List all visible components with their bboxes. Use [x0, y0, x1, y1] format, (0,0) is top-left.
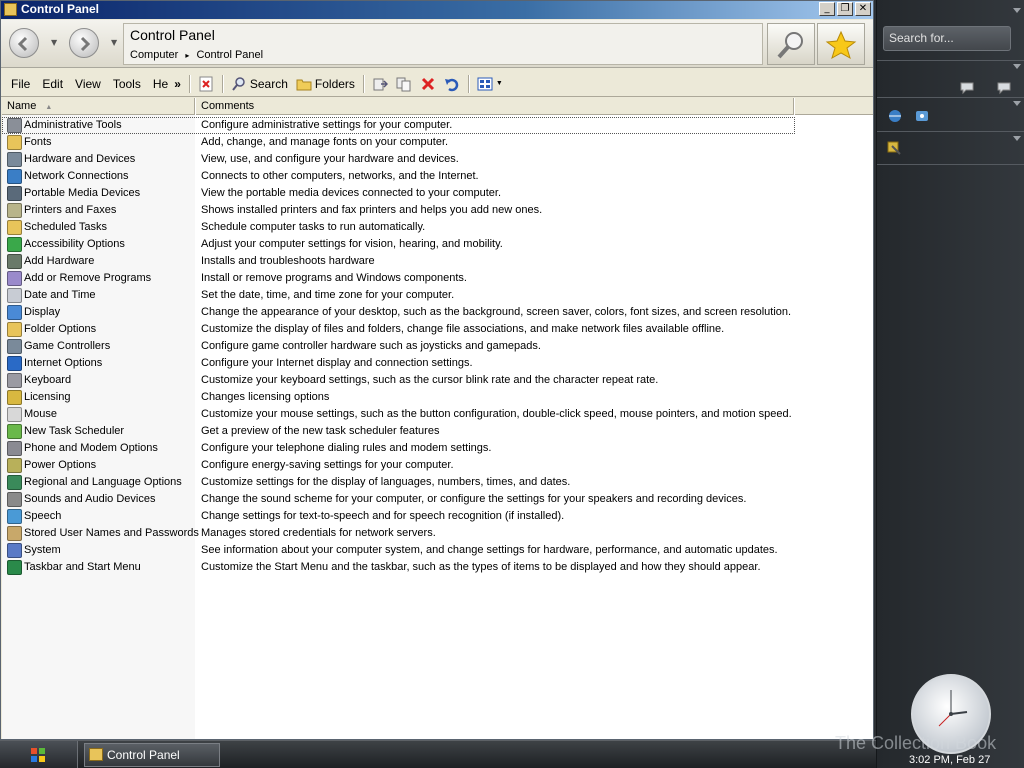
address-heading: Control Panel — [130, 27, 215, 43]
taskbar-item-label: Control Panel — [107, 748, 180, 762]
views-dropdown-icon: ▼ — [495, 80, 503, 87]
views-grid-icon — [477, 76, 493, 92]
views-button[interactable] — [473, 73, 507, 95]
window-title: Control Panel — [21, 2, 100, 16]
undo-button[interactable] — [440, 73, 464, 95]
address-bar[interactable] — [123, 23, 763, 65]
sidebar-divider — [877, 131, 1024, 132]
item-comment: Configure your Internet display and connection settings. — [201, 357, 473, 369]
list-item[interactable] — [2, 117, 795, 134]
item-comment: Manages stored credentials for network servers. — [201, 527, 436, 539]
list-item[interactable] — [2, 491, 873, 508]
item-name: Scheduled Tasks — [24, 221, 107, 233]
menu-overflow-chevron[interactable]: » — [174, 76, 181, 91]
sidebar-panel-menu-icon[interactable] — [1013, 136, 1021, 141]
column-header-comments-label: Comments — [201, 100, 255, 112]
windows-flag-icon — [30, 747, 46, 763]
item-comment: Install or remove programs and Windows components. — [201, 272, 467, 284]
list-item[interactable] — [2, 134, 873, 151]
item-name: Keyboard — [24, 374, 72, 386]
sidebar-panel-menu-icon[interactable] — [1013, 8, 1021, 13]
list-item[interactable] — [2, 202, 873, 219]
taskbar-item-control-panel[interactable] — [84, 743, 220, 767]
item-name: Printers and Faxes — [24, 204, 117, 216]
menu-help-label: He — [152, 76, 169, 91]
navigation-bar — [1, 20, 873, 68]
item-comment: Customize settings for the display of languages, numbers, times, and dates. — [201, 476, 571, 488]
move-to-button[interactable] — [368, 73, 392, 95]
item-comment: Change the sound scheme for your computer, or configure the settings for your speakers and recording devices. — [201, 493, 747, 505]
credentials-icon — [7, 526, 22, 541]
printer-icon — [7, 203, 22, 218]
item-comment: Add, change, and manage fonts on your computer. — [201, 136, 449, 148]
sounds-icon — [7, 492, 22, 507]
chat-bubble-icon[interactable] — [959, 80, 975, 96]
copy-to-icon — [396, 76, 412, 92]
list-item[interactable] — [2, 253, 873, 270]
item-comment: View, use, and configure your hardware and devices. — [201, 153, 459, 165]
item-comment: Connects to other computers, networks, and the Internet. — [201, 170, 479, 182]
item-comment: Shows installed printers and fax printers and helps you add new ones. — [201, 204, 543, 216]
item-name: Portable Media Devices — [24, 187, 141, 199]
menu-view[interactable] — [69, 77, 107, 91]
keyboard-icon — [7, 373, 22, 388]
taskbar-icon — [7, 560, 22, 575]
item-comment: Configure your telephone dialing rules and modem settings. — [201, 442, 492, 454]
list-item[interactable] — [2, 151, 873, 168]
item-name: Add or Remove Programs — [24, 272, 152, 284]
menu-toolbar — [1, 71, 873, 97]
item-name: Internet Options — [24, 357, 103, 369]
display-icon — [7, 305, 22, 320]
internet-options-icon — [7, 356, 22, 371]
item-comment: See information about your computer system, and change settings for hardware, performance, and automatic updates. — [201, 544, 778, 556]
item-name: Licensing — [24, 391, 71, 403]
list-item[interactable] — [2, 321, 873, 338]
menu-edit-label: Edit — [42, 76, 64, 91]
stop-page-icon — [198, 76, 214, 92]
scheduled-tasks-icon — [7, 220, 22, 235]
item-comment: Configure administrative settings for your computer. — [201, 119, 453, 131]
restore-button[interactable]: ❐ — [837, 2, 853, 16]
phone-modem-icon — [7, 441, 22, 456]
list-item[interactable] — [2, 389, 873, 406]
delete-x-icon — [420, 76, 436, 92]
list-item[interactable] — [2, 440, 873, 457]
item-name: Mouse — [24, 408, 58, 420]
desktop-sidebar — [876, 0, 1024, 768]
item-comment: Schedule computer tasks to run automatically. — [201, 221, 426, 233]
regional-icon — [7, 475, 22, 490]
control-panel-task-icon — [89, 748, 103, 761]
folder-icon — [296, 76, 312, 92]
item-comment: Get a preview of the new task scheduler features — [201, 425, 440, 437]
list-item[interactable] — [2, 423, 873, 440]
game-controller-icon — [7, 339, 22, 354]
watermark-text: The Collection Book — [835, 733, 997, 753]
control-panel-icon — [4, 3, 17, 16]
menu-help[interactable] — [147, 77, 174, 91]
item-name: Power Options — [24, 459, 97, 471]
item-comment: Adjust your computer settings for vision, hearing, and mobility. — [201, 238, 503, 250]
favorites-button[interactable] — [817, 23, 865, 65]
forward-arrow-icon — [75, 35, 93, 53]
menu-view-label: View — [75, 76, 101, 91]
title-bar[interactable] — [1, 1, 873, 19]
column-header-name-label: Name — [7, 100, 37, 112]
fonts-icon — [7, 135, 22, 150]
toolbar-separator — [468, 75, 469, 93]
toolbar-separator — [222, 75, 223, 93]
item-name: Administrative Tools — [24, 119, 122, 131]
admin-tools-icon — [7, 118, 22, 133]
hardware-icon — [7, 152, 22, 167]
list-item[interactable] — [2, 372, 873, 389]
sidebar-divider — [877, 164, 1024, 165]
menu-tools-label: Tools — [112, 76, 141, 91]
item-name: Folder Options — [24, 323, 97, 335]
copy-to-button[interactable] — [392, 73, 416, 95]
breadcrumb-computer[interactable]: Computer — [130, 49, 179, 61]
menu-edit[interactable] — [36, 77, 69, 91]
item-name: Sounds and Audio Devices — [24, 493, 156, 505]
sidebar-panel-menu-icon[interactable] — [1013, 64, 1021, 69]
item-name: Date and Time — [24, 289, 96, 301]
move-to-icon — [372, 76, 388, 92]
item-name: Taskbar and Start Menu — [24, 561, 141, 573]
menu-file-label: File — [11, 76, 31, 91]
list-item[interactable] — [2, 185, 873, 202]
item-name: Speech — [24, 510, 62, 522]
item-comment: Customize your mouse settings, such as the button configuration, double-click speed, mouse pointers, and motion speed. — [201, 408, 792, 420]
search-toolbar-button[interactable] — [227, 73, 292, 95]
item-comment: Installs and troubleshoots hardware — [201, 255, 375, 267]
start-button[interactable] — [0, 741, 78, 768]
media-device-icon — [7, 186, 22, 201]
toolbar-separator — [363, 75, 364, 93]
item-name: Fonts — [24, 136, 52, 148]
speech-icon — [7, 509, 22, 524]
list-item[interactable] — [2, 559, 873, 576]
item-name: Phone and Modem Options — [24, 442, 158, 454]
item-comment: Configure energy-saving settings for your computer. — [201, 459, 454, 471]
clock-time-label: 3:02 PM, Feb 27 — [909, 754, 991, 766]
list-item[interactable] — [2, 304, 873, 321]
column-header-comments[interactable] — [196, 98, 794, 115]
item-name: Add Hardware — [24, 255, 95, 267]
list-item[interactable] — [2, 219, 873, 236]
item-name: New Task Scheduler — [24, 425, 125, 437]
sidebar-divider — [877, 97, 1024, 98]
item-name: Network Connections — [24, 170, 129, 182]
close-button[interactable]: ✕ — [855, 2, 871, 16]
folders-toolbar-label: Folders — [314, 76, 355, 91]
list-item[interactable] — [2, 474, 873, 491]
search-icon — [231, 76, 247, 92]
menu-tools[interactable] — [107, 77, 147, 91]
list-item[interactable] — [2, 287, 873, 304]
mouse-icon — [7, 407, 22, 422]
list-item[interactable] — [2, 542, 873, 559]
list-item[interactable] — [2, 508, 873, 525]
item-comment: View the portable media devices connected to your computer. — [201, 187, 502, 199]
chat-bubble-icon[interactable] — [996, 80, 1012, 96]
item-list — [2, 117, 873, 576]
item-name: Regional and Language Options — [24, 476, 182, 488]
item-comment: Configure game controller hardware such as joysticks and gamepads. — [201, 340, 541, 352]
back-arrow-icon — [15, 35, 33, 53]
forward-dropdown-icon[interactable]: ▼ — [111, 38, 118, 47]
task-scheduler-icon — [7, 424, 22, 439]
folder-options-icon — [7, 322, 22, 337]
minimize-button[interactable]: _ — [819, 2, 835, 16]
column-header-name[interactable] — [2, 98, 195, 115]
sidebar-search-input[interactable]: Search for... — [883, 26, 1011, 51]
list-item[interactable] — [2, 236, 873, 253]
item-comment: Change the appearance of your desktop, such as the background, screen saver, colors, font sizes, and screen resolution. — [201, 306, 792, 318]
system-icon — [7, 543, 22, 558]
list-item[interactable] — [2, 457, 873, 474]
taskbar — [0, 740, 876, 768]
list-item[interactable] — [2, 406, 873, 423]
item-name: Stored User Names and Passwords — [24, 527, 199, 539]
search-toolbar-label: Search — [249, 76, 288, 91]
add-remove-icon — [7, 271, 22, 286]
delete-button[interactable] — [416, 73, 440, 95]
item-name: Game Controllers — [24, 340, 111, 352]
date-time-icon — [7, 288, 22, 303]
item-name: Display — [24, 306, 61, 318]
undo-icon — [444, 76, 460, 92]
disk-sidebar-icon[interactable] — [914, 108, 930, 124]
star-icon — [825, 29, 857, 61]
list-item[interactable] — [2, 270, 873, 287]
magnifier-icon — [775, 29, 807, 61]
sidebar-panel-menu-icon[interactable] — [1013, 101, 1021, 106]
network-icon — [7, 169, 22, 184]
stop-button[interactable] — [194, 73, 218, 95]
item-comment: Customize the Start Menu and the taskbar, such as the types of items to be displayed and how they should appear. — [201, 561, 761, 573]
breadcrumb-separator-icon: ▸ — [185, 51, 190, 60]
accessibility-icon — [7, 237, 22, 252]
licensing-icon — [7, 390, 22, 405]
list-item[interactable] — [2, 525, 873, 542]
folders-toolbar-button[interactable] — [292, 73, 359, 95]
item-comment: Customize your keyboard settings, such as the cursor blink rate and the character repeat rate. — [201, 374, 659, 386]
back-button[interactable] — [9, 28, 39, 58]
item-comment: Set the date, time, and time zone for your computer. — [201, 289, 455, 301]
sidebar-divider — [877, 60, 1024, 61]
add-hardware-icon — [7, 254, 22, 269]
list-item[interactable] — [2, 355, 873, 372]
network-sidebar-icon[interactable] — [887, 108, 903, 124]
breadcrumb-control-panel[interactable]: Control Panel — [196, 49, 264, 61]
list-item[interactable] — [2, 338, 873, 355]
item-comment: Changes licensing options — [201, 391, 330, 403]
column-header-row — [2, 98, 873, 115]
item-comment: Customize the display of files and folders, change file associations, and make network files available offline. — [201, 323, 725, 335]
sort-ascending-icon: ▲ — [45, 104, 53, 111]
menu-file[interactable] — [5, 77, 36, 91]
list-item[interactable] — [2, 168, 873, 185]
forward-button[interactable] — [69, 28, 99, 58]
back-dropdown-icon[interactable]: ▼ — [51, 38, 58, 47]
search-button[interactable] — [767, 23, 815, 65]
item-name: Accessibility Options — [24, 238, 125, 250]
toolbar-separator — [189, 75, 190, 93]
file-list-view[interactable] — [2, 98, 873, 739]
item-comment: Change settings for text-to-speech and for speech recognition (if installed). — [201, 510, 565, 522]
breadcrumb — [130, 49, 267, 61]
tools-sidebar-icon[interactable] — [886, 140, 902, 156]
item-name: System — [24, 544, 61, 556]
item-name: Hardware and Devices — [24, 153, 136, 165]
power-icon — [7, 458, 22, 473]
